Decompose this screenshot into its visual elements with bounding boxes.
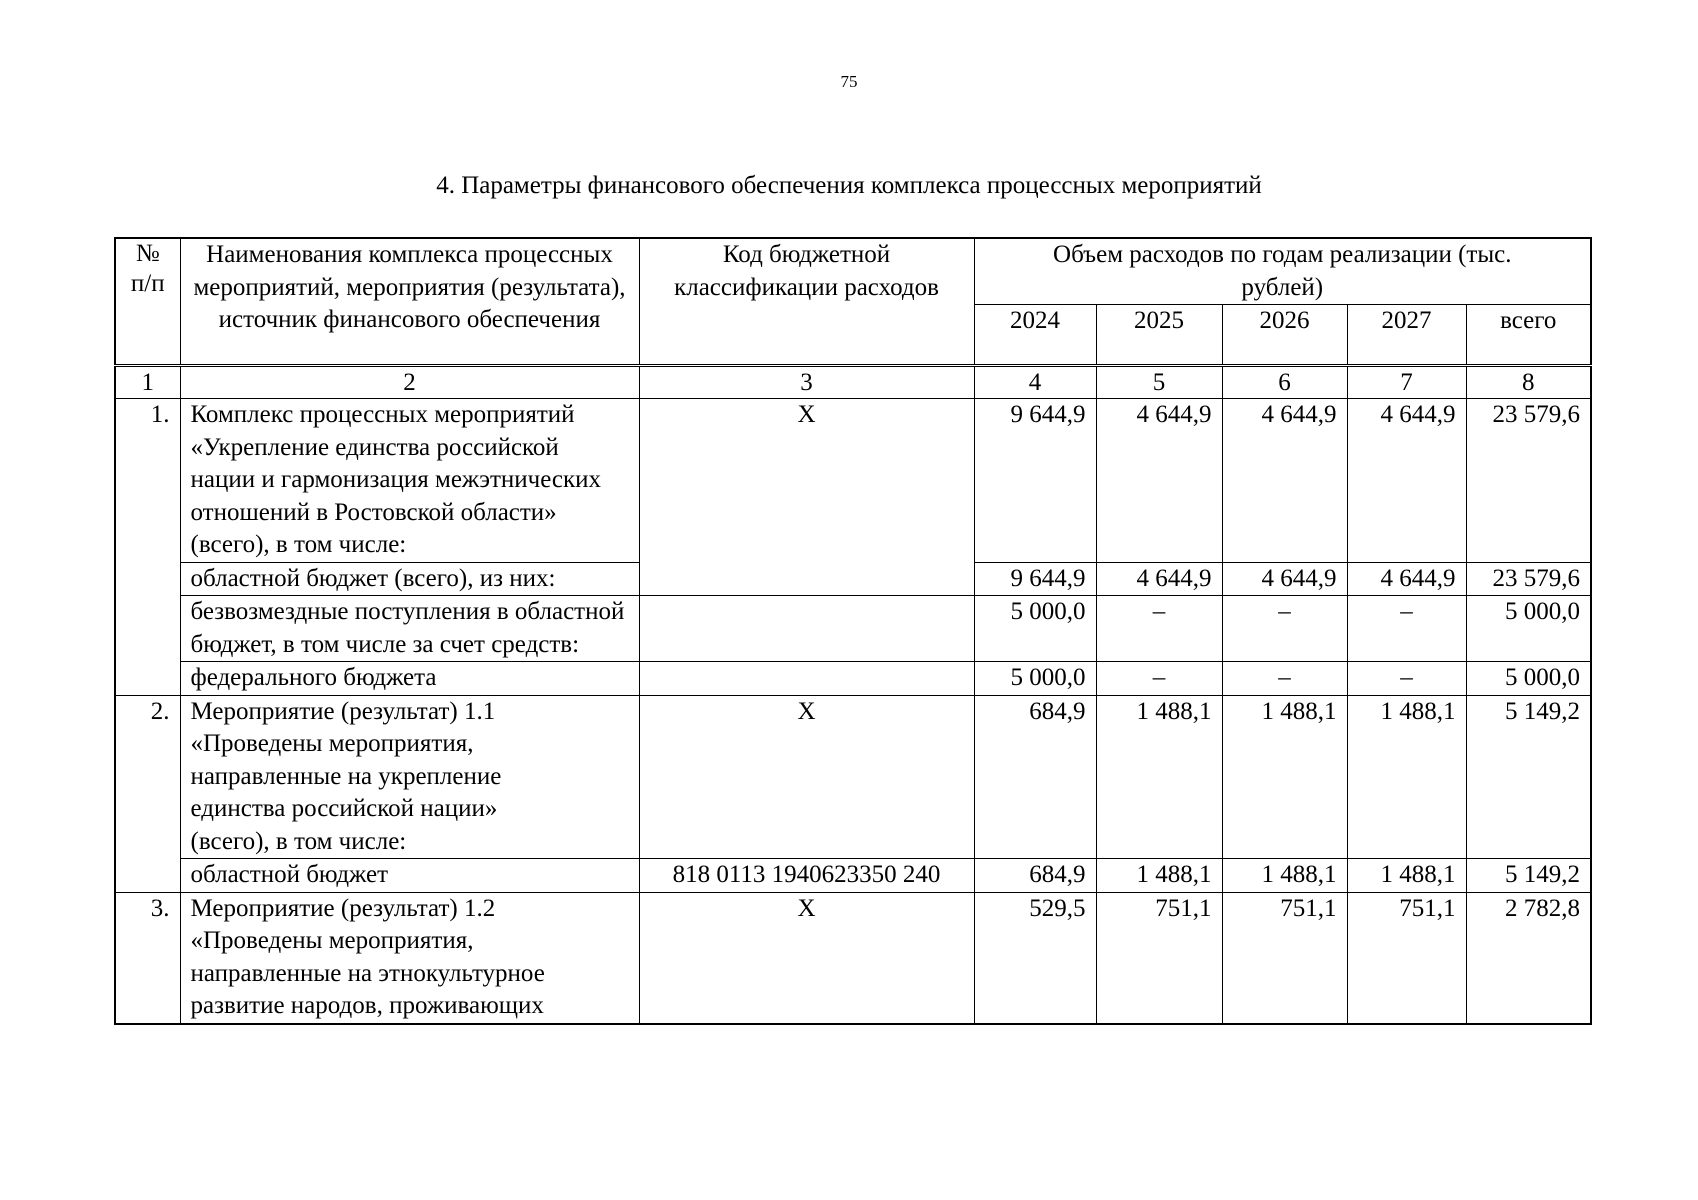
row-code: Х [639, 399, 974, 596]
row-number: 2. [115, 695, 180, 892]
header-year-2024: 2024 [974, 305, 1096, 366]
value-2027: 1 488,1 [1347, 859, 1466, 893]
header-year-2025: 2025 [1096, 305, 1222, 366]
column-number: 8 [1466, 366, 1591, 399]
value-2027: 1 488,1 [1347, 695, 1466, 859]
row-name: безвозмездные поступления в областной бюджет, в том числе за счет средств: [180, 596, 639, 662]
row-code: Х [639, 892, 974, 1024]
header-year-total: всего [1466, 305, 1591, 366]
value-2024: 9 644,9 [974, 399, 1096, 563]
value-2027: – [1347, 662, 1466, 696]
column-number: 1 [115, 366, 180, 399]
table-row [115, 695, 1591, 859]
row-name: Мероприятие (результат) 1.1 «Проведены мероприятия, направленные на укрепление единства российской нации» (всего), в том числе: [180, 695, 639, 859]
column-number: 7 [1347, 366, 1466, 399]
row-name: областной бюджет (всего), из них: [180, 562, 639, 596]
row-name: Комплекс процессных мероприятий «Укрепление единства российской нации и гармонизация межэтнических отношений в Ростовской области» (всего), в том числе: [180, 399, 639, 563]
header-year-2027: 2027 [1347, 305, 1466, 366]
value-2025: 1 488,1 [1096, 695, 1222, 859]
header-row [115, 238, 1591, 305]
value-2026: 4 644,9 [1222, 399, 1347, 563]
row-code [639, 596, 974, 662]
page-number: 75 [840, 72, 858, 91]
table-row [115, 892, 1591, 1024]
value-2026: 751,1 [1222, 892, 1347, 1024]
value-2027: 4 644,9 [1347, 399, 1466, 563]
value-2025: – [1096, 596, 1222, 662]
value-2026: 1 488,1 [1222, 859, 1347, 893]
row-code: Х [639, 695, 974, 859]
value-2025: – [1096, 662, 1222, 696]
section-title: 4. Параметры финансового обеспечения комплекса процессных мероприятий [436, 172, 1262, 199]
value-total: 5 149,2 [1466, 859, 1591, 893]
column-number: 3 [639, 366, 974, 399]
row-code: 818 0113 1940623350 240 [639, 859, 974, 893]
column-numbers-row [115, 366, 1591, 399]
table-row [115, 662, 1591, 696]
value-2025: 1 488,1 [1096, 859, 1222, 893]
value-total: 5 000,0 [1466, 596, 1591, 662]
table-row [115, 399, 1591, 563]
header-volume: Объем расходов по годам реализации (тыс. рублей) [974, 238, 1591, 305]
value-total: 2 782,8 [1466, 892, 1591, 1024]
column-number: 4 [974, 366, 1096, 399]
value-2024: 5 000,0 [974, 596, 1096, 662]
header-name: Наименования комплекса процессных мероприятий, мероприятия (результата), источник финансового обеспечения [180, 238, 639, 366]
value-2027: 4 644,9 [1347, 562, 1466, 596]
value-2027: 751,1 [1347, 892, 1466, 1024]
value-2026: – [1222, 596, 1347, 662]
row-name: Мероприятие (результат) 1.2 «Проведены мероприятия, направленные на этнокультурное развитие народов, проживающих [180, 892, 639, 1024]
value-2024: 5 000,0 [974, 662, 1096, 696]
row-code [639, 662, 974, 696]
value-2027: – [1347, 596, 1466, 662]
value-2026: 1 488,1 [1222, 695, 1347, 859]
value-total: 23 579,6 [1466, 562, 1591, 596]
value-2025: 4 644,9 [1096, 562, 1222, 596]
value-total: 5 149,2 [1466, 695, 1591, 859]
value-total: 5 000,0 [1466, 662, 1591, 696]
value-2026: 4 644,9 [1222, 562, 1347, 596]
value-2024: 684,9 [974, 859, 1096, 893]
row-name: областной бюджет [180, 859, 639, 893]
value-2025: 4 644,9 [1096, 399, 1222, 563]
column-number: 6 [1222, 366, 1347, 399]
row-number: 3. [115, 892, 180, 1024]
financing-table [114, 237, 1592, 1025]
table-row [115, 859, 1591, 893]
header-num: № п/п [115, 238, 180, 366]
column-number: 2 [180, 366, 639, 399]
row-number: 1. [115, 399, 180, 696]
value-2024: 529,5 [974, 892, 1096, 1024]
column-number: 5 [1096, 366, 1222, 399]
value-2026: – [1222, 662, 1347, 696]
value-2025: 751,1 [1096, 892, 1222, 1024]
table-row [115, 596, 1591, 662]
row-name: федерального бюджета [180, 662, 639, 696]
value-2024: 9 644,9 [974, 562, 1096, 596]
value-total: 23 579,6 [1466, 399, 1591, 563]
header-code: Код бюджетной классификации расходов [639, 238, 974, 366]
header-year-2026: 2026 [1222, 305, 1347, 366]
value-2024: 684,9 [974, 695, 1096, 859]
